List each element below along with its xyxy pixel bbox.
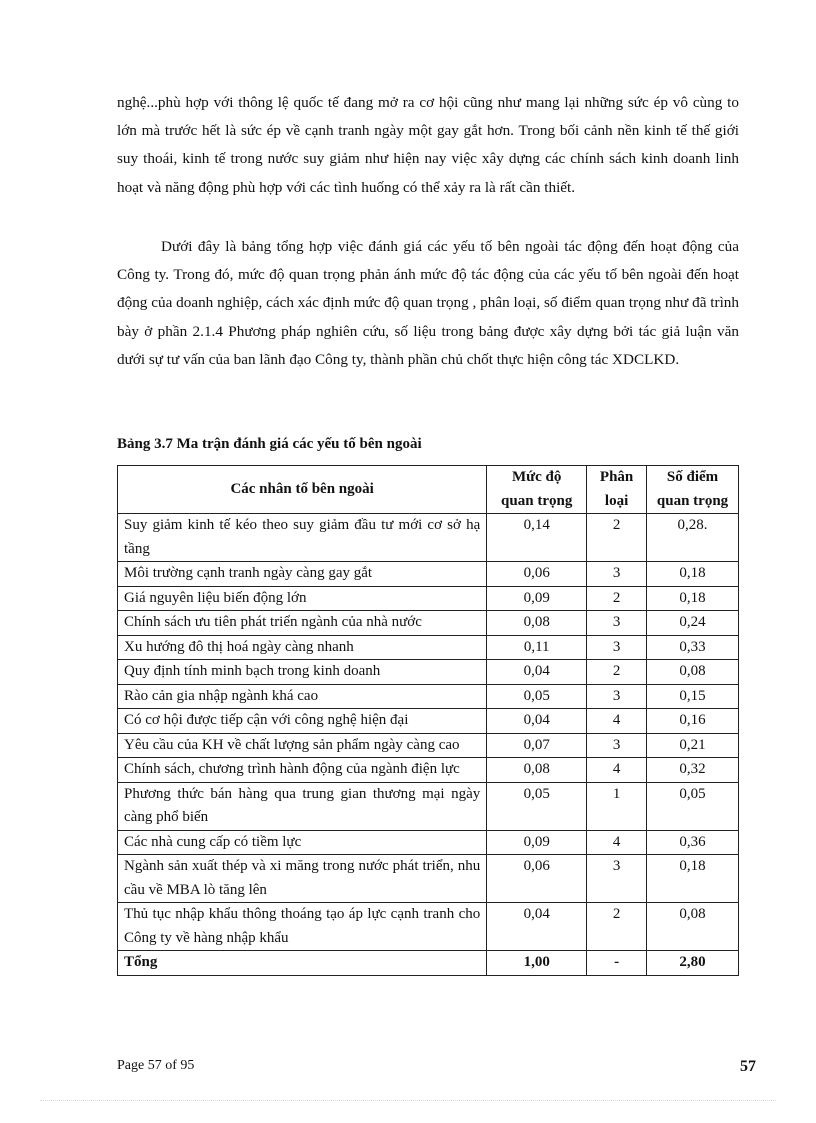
cell-weight: 0,09 xyxy=(487,586,587,611)
cell-rating: 3 xyxy=(587,562,647,587)
table-caption: Bảng 3.7 Ma trận đánh giá các yếu tố bên ngoài xyxy=(117,436,422,452)
header-rating-line2: loại xyxy=(604,492,629,509)
cell-score: 0,18 xyxy=(647,855,739,903)
cell-rating: 2 xyxy=(587,660,647,685)
cell-weight: 0,09 xyxy=(487,830,587,855)
cell-rating: 2 xyxy=(587,903,647,951)
footer-page-label: Page 57 of 95 xyxy=(117,1058,195,1073)
cell-rating: 3 xyxy=(587,733,647,758)
total-row xyxy=(118,951,739,976)
header-score-line1: Số điểm xyxy=(666,469,719,485)
header-weight-line1: Mức độ xyxy=(511,469,562,485)
footer-page-number: 57 xyxy=(740,1058,756,1075)
header-rating-line1: Phân xyxy=(599,469,634,485)
cell-weight: 0,08 xyxy=(487,758,587,783)
cell-rating: 3 xyxy=(587,855,647,903)
table-row xyxy=(118,830,739,855)
table-row xyxy=(118,660,739,685)
table-row xyxy=(118,709,739,734)
cell-score: 0,08 xyxy=(647,660,739,685)
cell-rating: 4 xyxy=(587,709,647,734)
cell-score: 0,18 xyxy=(647,586,739,611)
cell-score: 0,15 xyxy=(647,684,739,709)
cell-score: 0,24 xyxy=(647,611,739,636)
cell-rating: 2 xyxy=(587,586,647,611)
cell-factor: Môi trường cạnh tranh ngày càng gay gắt xyxy=(118,562,487,587)
header-score-line2: quan trọng xyxy=(656,492,729,509)
cell-weight: 0,04 xyxy=(487,660,587,685)
cell-score: 0,36 xyxy=(647,830,739,855)
cell-rating: 3 xyxy=(587,684,647,709)
cell-score: 0,21 xyxy=(647,733,739,758)
table-row xyxy=(118,733,739,758)
cell-score: 0,32 xyxy=(647,758,739,783)
cell-weight: 0,04 xyxy=(487,903,587,951)
cell-score: 0,05 xyxy=(647,782,739,830)
cell-factor: Chính sách ưu tiên phát triển ngành của nhà nước xyxy=(118,611,487,636)
cell-weight: 0,08 xyxy=(487,611,587,636)
table-row xyxy=(118,562,739,587)
cell-weight: 0,11 xyxy=(487,635,587,660)
cell-score: 0,16 xyxy=(647,709,739,734)
table-row xyxy=(118,758,739,783)
table-header-row xyxy=(118,466,739,514)
total-score: 2,80 xyxy=(647,951,739,976)
header-rating xyxy=(587,466,647,514)
body-paragraph-1: nghệ...phù hợp với thông lệ quốc tế đang mở ra cơ hội cũng như mang lại những sức ép vô cùng to lớn mà trước hết là sức ép về cạnh tranh ngày một gay gắt hơn. Trong bối cảnh nền kinh tế thế giới suy thoái, kinh tế trong nước suy giảm như hiện nay việc xây dựng các chính sách kinh doanh linh hoạt và năng động phù hợp với các tình huống có thể xảy ra là rất cần thiết. xyxy=(117,94,739,196)
cell-rating: 3 xyxy=(587,635,647,660)
cell-rating: 2 xyxy=(587,514,647,562)
cell-factor: Có cơ hội được tiếp cận với công nghệ hiện đại xyxy=(118,709,487,734)
cell-rating: 1 xyxy=(587,782,647,830)
cell-rating: 4 xyxy=(587,830,647,855)
total-weight: 1,00 xyxy=(487,951,587,976)
total-label: Tổng xyxy=(118,951,487,976)
cell-factor: Rào cản gia nhập ngành khá cao xyxy=(118,684,487,709)
table-row xyxy=(118,611,739,636)
cell-weight: 0,14 xyxy=(487,514,587,562)
efe-matrix-table xyxy=(117,465,739,976)
header-factor: Các nhân tố bên ngoài xyxy=(118,466,487,514)
total-rating: - xyxy=(587,951,647,976)
cell-factor: Giá nguyên liệu biến động lớn xyxy=(118,586,487,611)
header-weight-line2: quan trọng xyxy=(501,492,573,509)
header-weight xyxy=(487,466,587,514)
body-paragraph-2: Dưới đây là bảng tổng hợp việc đánh giá các yếu tố bên ngoài tác động đến hoạt động của Công ty. Trong đó, mức độ quan trọng phản ánh mức độ tác động của các yếu tố bên ngoài đến hoạt động của doanh nghiệp, cách xác định mức độ quan trọng , phân loại, số điểm quan trọng như đã trình bày ở phần 2.1.4 Phương pháp nghiên cứu, số liệu trong bảng được xây dựng bởi tác giả luận văn dưới sự tư vấn của ban lãnh đạo Công ty, thành phần chủ chốt thực hiện công tác XDCLKD. xyxy=(117,238,739,368)
cell-weight: 0,04 xyxy=(487,709,587,734)
cell-weight: 0,07 xyxy=(487,733,587,758)
cell-factor: Các nhà cung cấp có tiềm lực xyxy=(118,830,487,855)
cell-score: 0,28. xyxy=(647,514,739,562)
cell-factor: Suy giảm kinh tế kéo theo suy giảm đầu tư mới cơ sở hạ tầng xyxy=(118,514,487,562)
table-row xyxy=(118,635,739,660)
page-bottom-divider xyxy=(40,1100,776,1101)
table-row xyxy=(118,684,739,709)
table-body xyxy=(118,514,739,951)
cell-rating: 4 xyxy=(587,758,647,783)
cell-weight: 0,06 xyxy=(487,562,587,587)
cell-score: 0,08 xyxy=(647,903,739,951)
cell-factor: Thủ tục nhập khẩu thông thoáng tạo áp lực cạnh tranh cho Công ty về hàng nhập khẩu xyxy=(118,903,487,951)
cell-score: 0,33 xyxy=(647,635,739,660)
table-row xyxy=(118,855,739,903)
cell-weight: 0,05 xyxy=(487,782,587,830)
table-row xyxy=(118,903,739,951)
table-row xyxy=(118,514,739,562)
cell-weight: 0,05 xyxy=(487,684,587,709)
table-row xyxy=(118,586,739,611)
cell-factor: Xu hướng đô thị hoá ngày càng nhanh xyxy=(118,635,487,660)
cell-factor: Yêu cầu của KH về chất lượng sản phẩm ngày càng cao xyxy=(118,733,487,758)
cell-rating: 3 xyxy=(587,611,647,636)
cell-weight: 0,06 xyxy=(487,855,587,903)
cell-factor: Phương thức bán hàng qua trung gian thương mại ngày càng phổ biến xyxy=(118,782,487,830)
table-row xyxy=(118,782,739,830)
cell-factor: Chính sách, chương trình hành động của ngành điện lực xyxy=(118,758,487,783)
cell-factor: Quy định tính minh bạch trong kinh doanh xyxy=(118,660,487,685)
cell-factor: Ngành sản xuất thép và xi măng trong nước phát triển, nhu cầu về MBA lò tăng lên xyxy=(118,855,487,903)
header-score xyxy=(647,466,739,514)
cell-score: 0,18 xyxy=(647,562,739,587)
